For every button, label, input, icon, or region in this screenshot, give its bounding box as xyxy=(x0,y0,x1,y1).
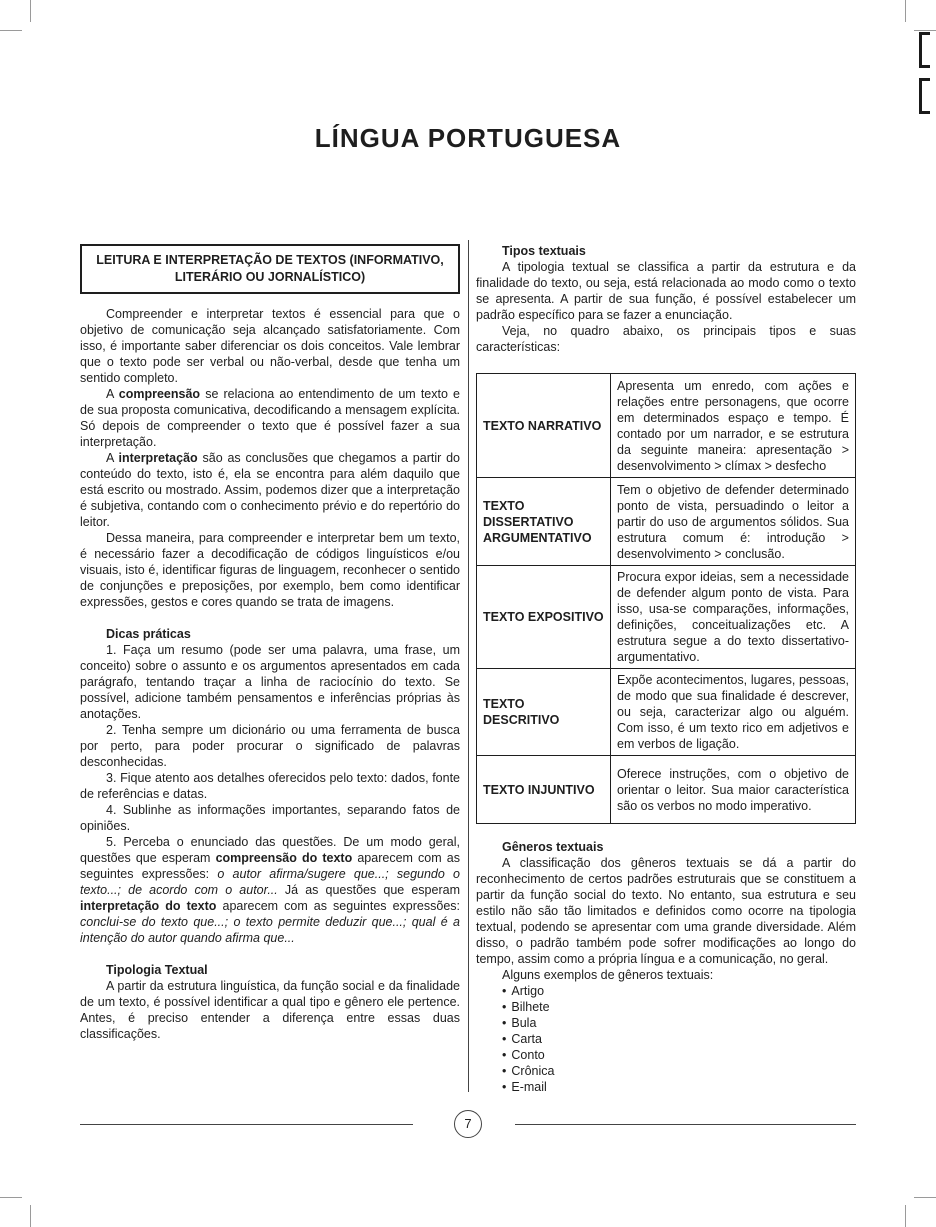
list-item: • Crônica xyxy=(502,1063,856,1079)
list-item: • Conto xyxy=(502,1047,856,1063)
type-name: TEXTO DESCRITIVO xyxy=(477,669,611,756)
generos-heading xyxy=(476,839,856,855)
text: aparecem com as seguintes expressões: xyxy=(80,851,460,881)
crop-mark xyxy=(905,1205,906,1227)
tip-1: 1. Faça um resumo (pode ser uma palavra, uma frase, um conceito) sobre o assunto e os argumentos apresentados em cada parágrafo, tentando traçar a linha de raciocínio do texto. Se possível, adicione também pensamentos e inferências próprias às anotações. xyxy=(80,643,460,721)
tip-5 xyxy=(80,834,460,946)
tipos-heading xyxy=(476,243,856,259)
crop-mark xyxy=(914,30,936,31)
crop-mark xyxy=(30,0,31,22)
footer-rule-left xyxy=(80,1124,413,1125)
example-phrases: conclui-se do texto que...; o texto permite deduzir que...; qual é a intenção do autor quando afirma que... xyxy=(80,915,460,945)
crop-mark xyxy=(905,0,906,22)
crop-mark xyxy=(0,30,22,31)
section-title: LEITURA E INTERPRETAÇÃO DE TEXTOS (INFORMATIVO, LITERÁRIO OU JORNALÍSTICO) xyxy=(96,253,444,284)
type-description: Tem o objetivo de defender determinado ponto de vista, persuadindo o leitor a partir do uso de argumentos sólidos. Sua estrutura comum é: introdução > desenvolvimento > conclusão. xyxy=(611,478,856,566)
text-types-table xyxy=(476,373,856,824)
type-description: Apresenta um enredo, com ações e relações entre personagens, que ocorre em determinados espaço e tempo. É contado por um narrador, e se estrutura da seguinte maneira: apresentação > desenvolvimento > clímax > desfecho xyxy=(611,374,856,478)
crop-mark xyxy=(0,1197,22,1198)
list-item: • E-mail xyxy=(502,1079,856,1095)
text: A xyxy=(106,451,119,465)
paragraph-decodificacao: Dessa maneira, para compreender e interpretar bem um texto, é necessário fazer a decodificação de códigos linguísticos e/ou visuais, isto é, identificar figuras de linguagem, reconhecer o sentido de conjunções e preposições, por exemplo, bem como identificar expressões, gestos e cores quando se trata de imagens. xyxy=(80,531,460,609)
paragraph-compreensao xyxy=(80,386,460,450)
tips-heading-text: Dicas práticas xyxy=(106,627,191,641)
table-row xyxy=(477,566,856,669)
tipos-heading-text: Tipos textuais xyxy=(502,244,586,258)
crop-mark xyxy=(30,1205,31,1227)
table-row xyxy=(477,478,856,566)
crop-mark xyxy=(914,1197,936,1198)
footer-rule-right xyxy=(515,1124,856,1125)
text: são as conclusões que chegamos a partir do conteúdo do texto, isto é, ela se encontra para além daquilo que está escrito ou mostrado. Assim, podemos dizer que a interpretação é subjetiva, contando com o conhecimento prévio e do repertório do leitor. xyxy=(80,451,460,529)
tipologia-heading xyxy=(80,962,460,978)
paragraph-exemplos: Alguns exemplos de gêneros textuais: xyxy=(502,968,714,982)
paragraph-generos: A classificação dos gêneros textuais se dá a partir do reconhecimento de certos padrões estruturais que se constituem a partir da função social do texto. No entanto, sua estrutura e seu estilo não são tão limitados e definidos como ocorre na tipologia textual, podendo se apresentar com uma grande diversidade. Além disso, o padrão também pode sofrer modificações ao longo do tempo, assim como a própria língua e a comunicação, no geral. xyxy=(476,856,856,966)
type-name: TEXTO EXPOSITIVO xyxy=(477,566,611,669)
tips-heading xyxy=(80,626,460,642)
type-description: Expõe acontecimentos, lugares, pessoas, de modo que sua finalidade é descrever, ou seja, caracterizar algo ou alguém. Com isso, é um texto rico em adjetivos e em verbos de ligação. xyxy=(611,669,856,756)
paragraph-tipos: A tipologia textual se classifica a partir da estrutura e da finalidade do texto, ou seja, está relacionada ao modo como o texto se apresenta. A partir de sua função, é possível estabelecer um padrão específico para se fazer a enunciação. xyxy=(476,260,856,322)
type-name: TEXTO NARRATIVO xyxy=(477,374,611,478)
paragraph-intro: Compreender e interpretar textos é essencial para que o objetivo de comunicação seja alcançado satisfatoriamente. Com isso, é importante saber diferenciar os dois conceitos. Vale lembrar que o texto pode ser verbal ou não-verbal, desde que tenha um sentido completo. xyxy=(80,307,460,385)
page-title: LÍNGUA PORTUGUESA xyxy=(314,123,622,153)
bracket-mark xyxy=(919,32,930,68)
term-compreensao-texto: compreensão do texto xyxy=(215,851,353,865)
generos-heading-text: Gêneros textuais xyxy=(502,840,604,854)
list-item: • Artigo xyxy=(502,983,856,999)
tipologia-heading-text: Tipologia Textual xyxy=(106,963,208,977)
tip-2: 2. Tenha sempre um dicionário ou uma ferramenta de busca por perto, para poder procurar o significado de palavras desconhecidas. xyxy=(80,723,460,769)
term-interpretacao-texto: interpretação do texto xyxy=(80,899,217,913)
example-phrases: o autor afirma/sugere que...; segundo o texto...; de acordo com o autor... xyxy=(80,867,460,897)
table-row xyxy=(477,374,856,478)
paragraph-quadro: Veja, no quadro abaixo, os principais tipos e suas características: xyxy=(476,324,856,354)
section-title-box xyxy=(80,244,460,294)
term-compreensao: compreensão xyxy=(118,387,201,401)
text: A xyxy=(106,387,119,401)
type-name: TEXTO INJUNTIVO xyxy=(477,756,611,824)
genres-list xyxy=(476,983,856,1095)
text: Já as questões que esperam xyxy=(277,883,460,897)
list-item: • Bula xyxy=(502,1015,856,1031)
table-row xyxy=(477,756,856,824)
type-name: TEXTO DISSERTATIVO ARGUMENTATIVO xyxy=(477,478,611,566)
tip-4: 4. Sublinhe as informações importantes, separando fatos de opiniões. xyxy=(80,803,460,833)
paragraph-tipologia: A partir da estrutura linguística, da função social e da finalidade de um texto, é possível identificar a qual tipo e gênero ele pertence. Antes, é preciso entender a diferença entre essas duas classificações. xyxy=(80,979,460,1041)
text: se relaciona ao entendimento de um texto e de sua proposta comunicativa, decodificando a mensagem explícita. Só depois de compreender o texto que é possível fazer a sua interpretação. xyxy=(80,387,460,449)
page-number: 7 xyxy=(454,1110,482,1138)
bracket-mark xyxy=(919,78,930,114)
term-interpretacao: interpretação xyxy=(118,451,198,465)
text: aparecem com as seguintes expressões: xyxy=(216,899,460,913)
list-item: • Bilhete xyxy=(502,999,856,1015)
type-description: Procura expor ideias, sem a necessidade de defender algum ponto de vista. Para isso, usa-se comparações, informações, definições, conceitualizações etc. A estrutura segue a do texto dissertativo-argumentativo. xyxy=(611,566,856,669)
left-column xyxy=(80,244,460,1042)
column-divider xyxy=(468,240,469,1092)
type-description: Oferece instruções, com o objetivo de orientar o leitor. Sua maior característica são os verbos no modo imperativo. xyxy=(611,756,856,824)
tip-3: 3. Fique atento aos detalhes oferecidos pelo texto: dados, fonte de referências e datas. xyxy=(80,771,460,801)
right-column xyxy=(476,243,856,1095)
list-item: • Carta xyxy=(502,1031,856,1047)
table-row xyxy=(477,669,856,756)
paragraph-interpretacao xyxy=(80,450,460,530)
text: 5. Perceba o enunciado das questões. De um modo geral, questões que esperam xyxy=(80,835,460,865)
